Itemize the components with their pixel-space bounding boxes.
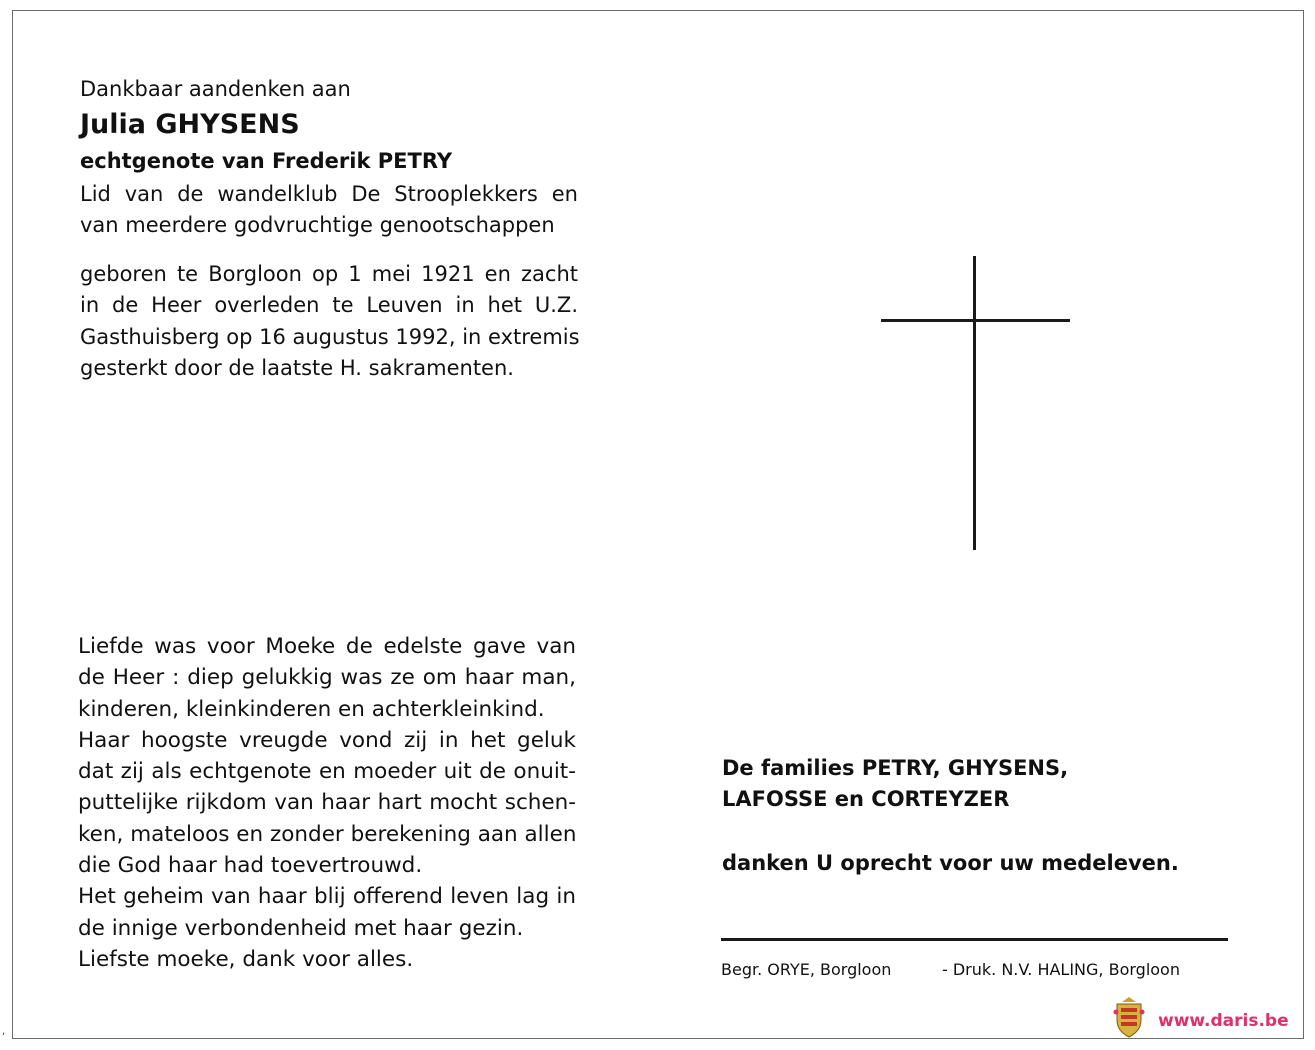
- divider-rule: [721, 938, 1228, 941]
- biography-line: Gasthuisberg op 16 augustus 1992, in extremis: [80, 324, 580, 349]
- deceased-name: Julia GHYSENS: [80, 109, 300, 140]
- printer-credit: - Druk. N.V. HALING, Borgloon: [942, 960, 1180, 979]
- tribute-line: Liefde was voor Moeke de edelste gave van: [78, 634, 576, 659]
- thanks-message: danken U oprecht voor uw medeleven.: [722, 851, 1179, 875]
- tribute-line: die God haar had toevertrouwd.: [78, 853, 423, 879]
- tribute-block: [78, 631, 576, 975]
- intro-line: Dankbaar aandenken aan: [80, 77, 351, 101]
- tribute-line: de Heer : diep gelukkig was ze om haar man,: [78, 665, 576, 691]
- tribute-line: dat zij als echtgenote en moeder uit de onuit-: [78, 759, 576, 785]
- tribute-line: ken, mateloos en zonder berekening aan allen: [78, 821, 577, 847]
- biography-line: gesterkt door de laatste H. sakramenten.: [80, 355, 514, 380]
- membership-line: Lid van de wandelklub De Strooplekkers en: [80, 182, 578, 206]
- families-line: De families PETRY, GHYSENS,: [722, 756, 1069, 780]
- families-line: LAFOSSE en CORTEYZER: [722, 787, 1010, 811]
- biography-block: [80, 259, 578, 384]
- membership-line: van meerdere godvruchtige genootschappen: [80, 213, 555, 238]
- coat-of-arms-icon: [1113, 996, 1145, 1038]
- tribute-line: puttelijke rijkdom van haar hart mocht schen-: [78, 790, 576, 816]
- tribute-line: kinderen, kleinkinderen en achterkleinkind.: [78, 696, 545, 722]
- tribute-line: de innige verbondenheid met haar gezin.: [78, 915, 524, 941]
- tribute-line: Haar hoogste vreugde vond zij in het geluk: [78, 727, 576, 753]
- cross-vertical-bar: [973, 256, 976, 550]
- funeral-director: Begr. ORYE, Borgloon: [721, 960, 892, 979]
- spouse-line: echtgenote van Frederik PETRY: [80, 149, 453, 173]
- website-watermark[interactable]: www.daris.be: [1158, 1011, 1289, 1031]
- biography-line: in de Heer overleden te Leuven in het U.Z.: [80, 293, 578, 318]
- tribute-line: Het geheim van haar blij offerend leven lag in: [78, 884, 576, 910]
- biography-line: geboren te Borgloon op 1 mei 1921 en zacht: [80, 262, 578, 286]
- cross-horizontal-bar: [881, 319, 1070, 322]
- membership-block: [80, 179, 578, 242]
- crop-mark: ,: [2, 1026, 6, 1037]
- tribute-line: Liefste moeke, dank voor alles.: [78, 946, 414, 972]
